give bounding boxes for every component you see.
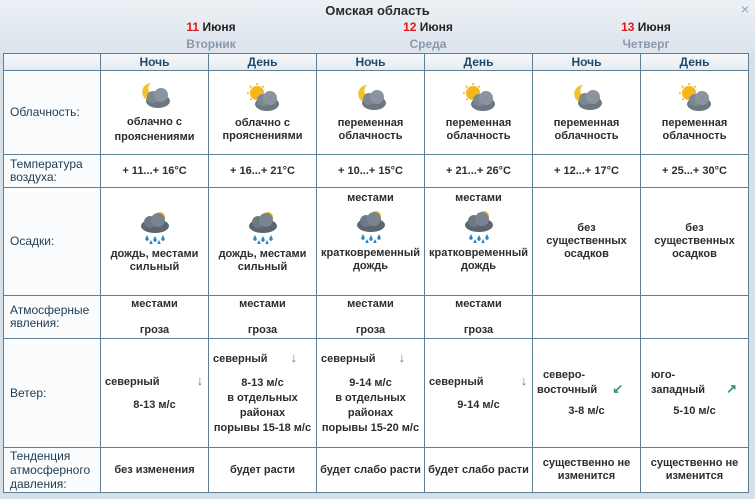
clouds-row	[4, 71, 748, 154]
pressure-row	[4, 448, 748, 492]
moon-cloud-icon	[354, 83, 388, 113]
day-number: 11	[186, 20, 200, 34]
close-icon[interactable]: ×	[740, 1, 749, 17]
clouds-cell: переменная облачность	[533, 71, 640, 154]
day-weekday: Четверг	[622, 37, 670, 51]
forecast-header	[0, 0, 755, 53]
rain-cloud-icon	[462, 209, 496, 243]
wind-arrow-icon: ↓	[398, 349, 406, 365]
pressure-cell: без изменения	[101, 448, 208, 492]
row-label-precipitation: Осадки:	[4, 188, 100, 295]
precipitation-cell: местами кратковременный дождь	[425, 188, 532, 295]
rain-cloud-icon	[138, 210, 172, 244]
sun-cloud-icon	[462, 83, 496, 113]
day-number: 13	[621, 20, 635, 34]
day-header-3	[537, 20, 755, 51]
clouds-cell: переменная облачность	[641, 71, 748, 154]
phenomena-cell: местами гроза	[317, 296, 424, 338]
day-header-1	[102, 20, 320, 51]
row-label-clouds: Облачность:	[4, 71, 100, 154]
precipitation-cell: без существенных осадков	[533, 188, 640, 295]
row-label-pressure: Тенденция атмосферного давления:	[4, 448, 100, 492]
precipitation-cell: местами кратковременный дождь	[317, 188, 424, 295]
wind-cell: северный ↓ 9-14 м/с в отдельных районах порывы 15-20 м/с	[317, 339, 424, 447]
wind-cell: северный ↓ 8-13 м/с в отдельных районах порывы 15-18 м/с	[209, 339, 316, 447]
day-month: Июня	[202, 20, 236, 34]
pressure-cell: будет слабо расти	[425, 448, 532, 492]
row-label-phenomena: Атмосферные явления:	[4, 296, 100, 338]
pressure-cell: существенно не изменится	[533, 448, 640, 492]
pressure-cell: будет слабо расти	[317, 448, 424, 492]
wind-cell: северный ↓ 8-13 м/с	[101, 339, 208, 447]
row-label-temperature: Температура воздуха:	[4, 155, 100, 187]
pressure-cell: существенно не изменится	[641, 448, 748, 492]
day-month: Июня	[419, 20, 453, 34]
rain-cloud-icon	[354, 209, 388, 243]
clouds-cell: переменная облачность	[317, 71, 424, 154]
day-month: Июня	[637, 20, 671, 34]
wind-cell: северный ↓ 9-14 м/с	[425, 339, 532, 447]
forecast-table	[3, 53, 749, 493]
sun-cloud-icon	[246, 83, 280, 113]
wind-arrow-icon: ↗	[726, 380, 737, 396]
temperature-cell: + 12...+ 17°С	[533, 155, 640, 187]
tod-day: День	[209, 54, 316, 70]
clouds-cell: облачно с прояснениями	[209, 71, 316, 154]
wind-arrow-icon: ↓	[520, 373, 528, 388]
wind-arrow-icon: ↓	[290, 349, 298, 365]
time-of-day-row	[4, 54, 748, 70]
day-header-2	[319, 20, 537, 51]
temperature-cell: + 10...+ 15°С	[317, 155, 424, 187]
day-weekday: Среда	[409, 37, 447, 51]
phenomena-cell: местами гроза	[101, 296, 208, 338]
wind-arrow-icon: ↓	[196, 373, 204, 388]
phenomena-cell	[641, 296, 748, 338]
temperature-cell: + 25...+ 30°С	[641, 155, 748, 187]
sun-cloud-icon	[678, 83, 712, 113]
tod-night: Ночь	[101, 54, 208, 70]
precipitation-cell: без существенных осадков	[641, 188, 748, 295]
phenomena-cell	[533, 296, 640, 338]
clouds-cell: переменная облачность	[425, 71, 532, 154]
day-number: 12	[403, 20, 417, 34]
temperature-cell: + 16...+ 21°С	[209, 155, 316, 187]
moon-cloud-icon	[570, 83, 604, 113]
temperature-cell: + 21...+ 26°С	[425, 155, 532, 187]
temperature-cell: + 11...+ 16°С	[101, 155, 208, 187]
row-label-wind: Ветер:	[4, 339, 100, 447]
tod-night: Ночь	[533, 54, 640, 70]
phenomena-row	[4, 296, 748, 338]
tod-day: День	[425, 54, 532, 70]
tod-night: Ночь	[317, 54, 424, 70]
temperature-row	[4, 155, 748, 187]
region-title: Омская область	[325, 3, 430, 18]
wind-row	[4, 339, 748, 447]
tod-day: День	[641, 54, 748, 70]
rain-cloud-icon	[246, 210, 280, 244]
day-weekday: Вторник	[186, 37, 236, 51]
corner-cell	[4, 54, 100, 70]
wind-arrow-icon: ↙	[612, 380, 624, 396]
precipitation-cell: дождь, местами сильный	[209, 188, 316, 295]
moon-cloud-icon	[138, 81, 172, 111]
precipitation-row	[4, 188, 748, 295]
pressure-cell: будет расти	[209, 448, 316, 492]
phenomena-cell: местами гроза	[425, 296, 532, 338]
phenomena-cell: местами гроза	[209, 296, 316, 338]
wind-cell: юго- западный ↗ 5-10 м/с	[641, 339, 748, 447]
clouds-cell: облачно с прояснениями	[101, 71, 208, 154]
precipitation-cell: дождь, местами сильный	[101, 188, 208, 295]
wind-cell: северо- восточный ↙ 3-8 м/с	[533, 339, 640, 447]
